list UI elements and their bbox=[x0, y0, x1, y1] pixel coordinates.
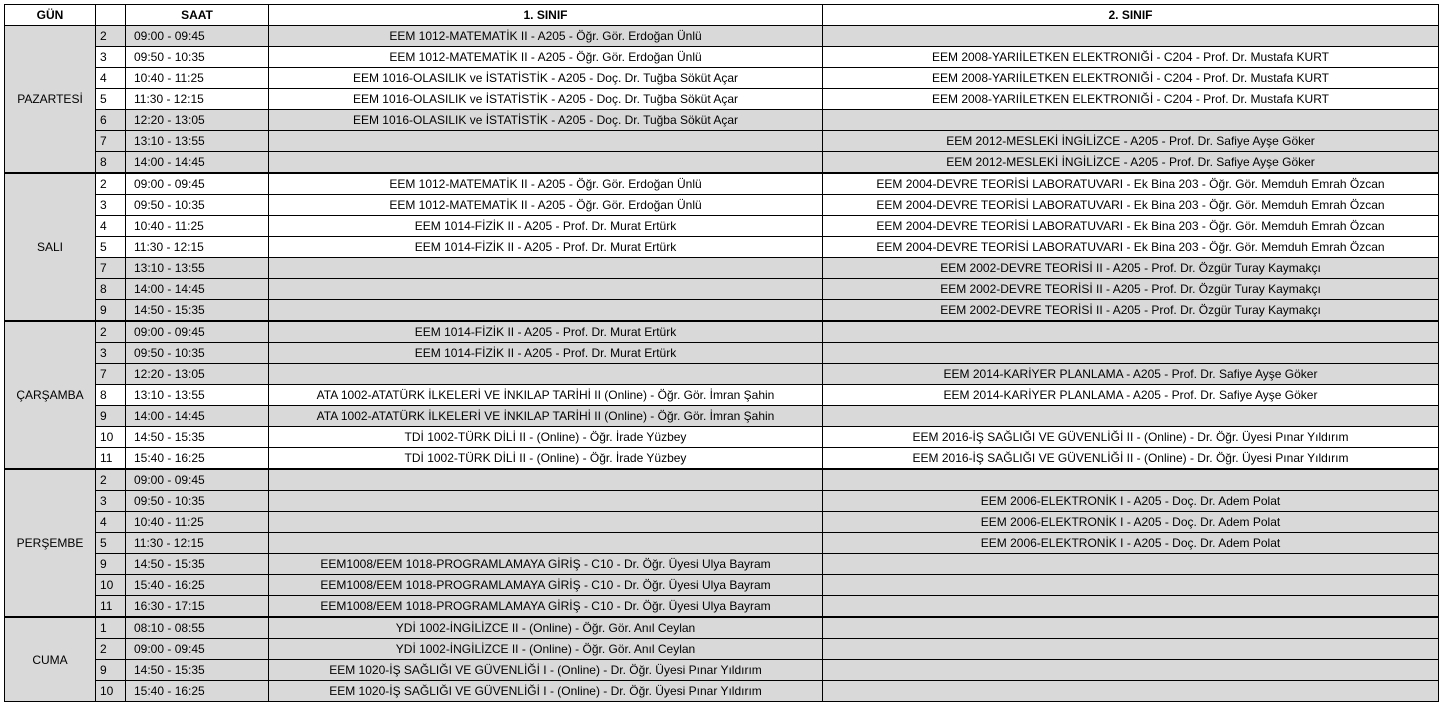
day-label: PAZARTESİ bbox=[5, 26, 96, 174]
class1-course: EEM 1020-İŞ SAĞLIĞI VE GÜVENLİĞİ I - (Online) - Dr. Öğr. Üyesi Pınar Yıldırım bbox=[269, 681, 823, 702]
schedule-row bbox=[5, 279, 1439, 300]
period-number: 2 bbox=[96, 26, 126, 47]
class2-course bbox=[823, 596, 1439, 618]
time-slot: 13:10 - 13:55 bbox=[126, 385, 269, 406]
time-slot: 09:00 - 09:45 bbox=[126, 639, 269, 660]
schedule-table bbox=[4, 4, 1439, 702]
period-number: 4 bbox=[96, 216, 126, 237]
class1-course: EEM 1014-FİZİK II - A205 - Prof. Dr. Murat Ertürk bbox=[269, 237, 823, 258]
class1-course: EEM 1020-İŞ SAĞLIĞI VE GÜVENLİĞİ I - (Online) - Dr. Öğr. Üyesi Pınar Yıldırım bbox=[269, 660, 823, 681]
header-time: SAAT bbox=[126, 5, 269, 26]
class1-course: EEM 1014-FİZİK II - A205 - Prof. Dr. Murat Ertürk bbox=[269, 321, 823, 343]
class2-course: EEM 2004-DEVRE TEORİSİ LABORATUVARI - Ek Bina 203 - Öğr. Gör. Memduh Emrah Özcan bbox=[823, 237, 1439, 258]
schedule-row bbox=[5, 343, 1439, 364]
class2-course: EEM 2008-YARIİLETKEN ELEKTRONIĞİ - C204 - Prof. Dr. Mustafa KURT bbox=[823, 89, 1439, 110]
schedule-row bbox=[5, 533, 1439, 554]
class2-course: EEM 2004-DEVRE TEORİSİ LABORATUVARI - Ek Bina 203 - Öğr. Gör. Memduh Emrah Özcan bbox=[823, 195, 1439, 216]
class2-course: EEM 2002-DEVRE TEORİSİ II - A205 - Prof. Dr. Özgür Turay Kaymakçı bbox=[823, 258, 1439, 279]
schedule-row bbox=[5, 47, 1439, 68]
class2-course bbox=[823, 617, 1439, 639]
period-number: 5 bbox=[96, 237, 126, 258]
class2-course bbox=[823, 406, 1439, 427]
period-number: 8 bbox=[96, 152, 126, 174]
header-class1: 1. SINIF bbox=[269, 5, 823, 26]
schedule-row bbox=[5, 512, 1439, 533]
header-class2: 2. SINIF bbox=[823, 5, 1439, 26]
period-number: 3 bbox=[96, 491, 126, 512]
time-slot: 14:50 - 15:35 bbox=[126, 427, 269, 448]
class1-course bbox=[269, 258, 823, 279]
time-slot: 16:30 - 17:15 bbox=[126, 596, 269, 618]
period-number: 9 bbox=[96, 300, 126, 322]
schedule-row bbox=[5, 681, 1439, 702]
time-slot: 09:50 - 10:35 bbox=[126, 343, 269, 364]
day-label: ÇARŞAMBA bbox=[5, 321, 96, 469]
time-slot: 14:50 - 15:35 bbox=[126, 554, 269, 575]
time-slot: 13:10 - 13:55 bbox=[126, 131, 269, 152]
class1-course: EEM1008/EEM 1018-PROGRAMLAMAYA GİRİŞ - C10 - Dr. Öğr. Üyesi Ulya Bayram bbox=[269, 575, 823, 596]
class2-course: EEM 2014-KARİYER PLANLAMA - A205 - Prof. Dr. Safiye Ayşe Göker bbox=[823, 385, 1439, 406]
class1-course: EEM 1016-OLASILIK ve İSTATİSTİK - A205 - Doç. Dr. Tuğba Söküt Açar bbox=[269, 89, 823, 110]
period-number: 2 bbox=[96, 469, 126, 491]
time-slot: 11:30 - 12:15 bbox=[126, 89, 269, 110]
class1-course: EEM1008/EEM 1018-PROGRAMLAMAYA GİRİŞ - C10 - Dr. Öğr. Üyesi Ulya Bayram bbox=[269, 596, 823, 618]
schedule-row bbox=[5, 639, 1439, 660]
period-number: 2 bbox=[96, 639, 126, 660]
schedule-body bbox=[5, 26, 1439, 702]
class1-course: EEM 1012-MATEMATİK II - A205 - Öğr. Gör. Erdoğan Ünlü bbox=[269, 173, 823, 195]
class2-course: EEM 2002-DEVRE TEORİSİ II - A205 - Prof. Dr. Özgür Turay Kaymakçı bbox=[823, 300, 1439, 322]
class2-course: EEM 2006-ELEKTRONİK I - A205 - Doç. Dr. Adem Polat bbox=[823, 491, 1439, 512]
period-number: 6 bbox=[96, 110, 126, 131]
schedule-row bbox=[5, 427, 1439, 448]
class1-course: TDİ 1002-TÜRK DİLİ II - (Online) - Öğr. İrade Yüzbey bbox=[269, 427, 823, 448]
class2-course: EEM 2012-MESLEKİ İNGİLİZCE - A205 - Prof. Dr. Safiye Ayşe Göker bbox=[823, 152, 1439, 174]
time-slot: 10:40 - 11:25 bbox=[126, 512, 269, 533]
class1-course bbox=[269, 364, 823, 385]
schedule-row bbox=[5, 596, 1439, 618]
time-slot: 11:30 - 12:15 bbox=[126, 533, 269, 554]
class2-course bbox=[823, 469, 1439, 491]
schedule-row bbox=[5, 131, 1439, 152]
time-slot: 09:00 - 09:45 bbox=[126, 469, 269, 491]
schedule-row bbox=[5, 89, 1439, 110]
header-num bbox=[96, 5, 126, 26]
header-day: GÜN bbox=[5, 5, 96, 26]
schedule-header bbox=[5, 5, 1439, 26]
schedule-row bbox=[5, 491, 1439, 512]
day-label: SALI bbox=[5, 173, 96, 321]
class2-course: EEM 2002-DEVRE TEORİSİ II - A205 - Prof. Dr. Özgür Turay Kaymakçı bbox=[823, 279, 1439, 300]
class2-course: EEM 2006-ELEKTRONİK I - A205 - Doç. Dr. Adem Polat bbox=[823, 533, 1439, 554]
class1-course bbox=[269, 512, 823, 533]
class2-course: EEM 2006-ELEKTRONİK I - A205 - Doç. Dr. Adem Polat bbox=[823, 512, 1439, 533]
class1-course: TDİ 1002-TÜRK DİLİ II - (Online) - Öğr. İrade Yüzbey bbox=[269, 448, 823, 470]
period-number: 7 bbox=[96, 364, 126, 385]
time-slot: 13:10 - 13:55 bbox=[126, 258, 269, 279]
class2-course bbox=[823, 321, 1439, 343]
period-number: 10 bbox=[96, 427, 126, 448]
time-slot: 15:40 - 16:25 bbox=[126, 681, 269, 702]
time-slot: 10:40 - 11:25 bbox=[126, 216, 269, 237]
period-number: 8 bbox=[96, 279, 126, 300]
time-slot: 09:50 - 10:35 bbox=[126, 47, 269, 68]
class1-course bbox=[269, 300, 823, 322]
class1-course: EEM1008/EEM 1018-PROGRAMLAMAYA GİRİŞ - C10 - Dr. Öğr. Üyesi Ulya Bayram bbox=[269, 554, 823, 575]
period-number: 1 bbox=[96, 617, 126, 639]
class1-course: EEM 1016-OLASILIK ve İSTATİSTİK - A205 - Doç. Dr. Tuğba Söküt Açar bbox=[269, 110, 823, 131]
header-row bbox=[5, 5, 1439, 26]
period-number: 7 bbox=[96, 258, 126, 279]
period-number: 3 bbox=[96, 47, 126, 68]
class2-course: EEM 2014-KARİYER PLANLAMA - A205 - Prof. Dr. Safiye Ayşe Göker bbox=[823, 364, 1439, 385]
class2-course bbox=[823, 681, 1439, 702]
class2-course bbox=[823, 110, 1439, 131]
time-slot: 14:00 - 14:45 bbox=[126, 279, 269, 300]
schedule-row bbox=[5, 448, 1439, 470]
class2-course: EEM 2016-İŞ SAĞLIĞI VE GÜVENLİĞİ II - (Online) - Dr. Öğr. Üyesi Pınar Yıldırım bbox=[823, 448, 1439, 470]
period-number: 11 bbox=[96, 596, 126, 618]
schedule-row bbox=[5, 195, 1439, 216]
period-number: 2 bbox=[96, 173, 126, 195]
class2-course: EEM 2004-DEVRE TEORİSİ LABORATUVARI - Ek Bina 203 - Öğr. Gör. Memduh Emrah Özcan bbox=[823, 173, 1439, 195]
schedule-row bbox=[5, 216, 1439, 237]
schedule-row bbox=[5, 300, 1439, 322]
period-number: 3 bbox=[96, 195, 126, 216]
time-slot: 14:00 - 14:45 bbox=[126, 406, 269, 427]
time-slot: 14:50 - 15:35 bbox=[126, 660, 269, 681]
time-slot: 09:00 - 09:45 bbox=[126, 173, 269, 195]
schedule-row bbox=[5, 364, 1439, 385]
class1-course: EEM 1016-OLASILIK ve İSTATİSTİK - A205 - Doç. Dr. Tuğba Söküt Açar bbox=[269, 68, 823, 89]
class1-course bbox=[269, 491, 823, 512]
schedule-row bbox=[5, 237, 1439, 258]
class1-course bbox=[269, 533, 823, 554]
class2-course: EEM 2008-YARIİLETKEN ELEKTRONIĞİ - C204 - Prof. Dr. Mustafa KURT bbox=[823, 68, 1439, 89]
schedule-row bbox=[5, 617, 1439, 639]
period-number: 3 bbox=[96, 343, 126, 364]
class1-course: YDİ 1002-İNGİLİZCE II - (Online) - Öğr. Gör. Anıl Ceylan bbox=[269, 639, 823, 660]
class1-course bbox=[269, 469, 823, 491]
class1-course bbox=[269, 152, 823, 174]
time-slot: 09:50 - 10:35 bbox=[126, 491, 269, 512]
class1-course: EEM 1014-FİZİK II - A205 - Prof. Dr. Murat Ertürk bbox=[269, 343, 823, 364]
class2-course: EEM 2008-YARIİLETKEN ELEKTRONIĞİ - C204 - Prof. Dr. Mustafa KURT bbox=[823, 47, 1439, 68]
time-slot: 15:40 - 16:25 bbox=[126, 575, 269, 596]
class1-course: EEM 1012-MATEMATİK II - A205 - Öğr. Gör. Erdoğan Ünlü bbox=[269, 195, 823, 216]
period-number: 9 bbox=[96, 406, 126, 427]
period-number: 8 bbox=[96, 385, 126, 406]
time-slot: 12:20 - 13:05 bbox=[126, 364, 269, 385]
class2-course bbox=[823, 575, 1439, 596]
schedule-row bbox=[5, 173, 1439, 195]
schedule-row bbox=[5, 575, 1439, 596]
schedule-row bbox=[5, 258, 1439, 279]
period-number: 4 bbox=[96, 512, 126, 533]
time-slot: 10:40 - 11:25 bbox=[126, 68, 269, 89]
period-number: 2 bbox=[96, 321, 126, 343]
time-slot: 09:00 - 09:45 bbox=[126, 26, 269, 47]
class1-course bbox=[269, 131, 823, 152]
period-number: 5 bbox=[96, 89, 126, 110]
class1-course bbox=[269, 279, 823, 300]
schedule-row bbox=[5, 469, 1439, 491]
schedule-row bbox=[5, 152, 1439, 174]
day-label: PERŞEMBE bbox=[5, 469, 96, 617]
class2-course bbox=[823, 660, 1439, 681]
class1-course: ATA 1002-ATATÜRK İLKELERİ VE İNKILAP TARİHİ II (Online) - Öğr. Gör. İmran Şahin bbox=[269, 406, 823, 427]
time-slot: 12:20 - 13:05 bbox=[126, 110, 269, 131]
period-number: 10 bbox=[96, 575, 126, 596]
class2-course bbox=[823, 343, 1439, 364]
period-number: 7 bbox=[96, 131, 126, 152]
period-number: 10 bbox=[96, 681, 126, 702]
schedule-row bbox=[5, 660, 1439, 681]
time-slot: 15:40 - 16:25 bbox=[126, 448, 269, 470]
time-slot: 11:30 - 12:15 bbox=[126, 237, 269, 258]
schedule-row bbox=[5, 554, 1439, 575]
period-number: 11 bbox=[96, 448, 126, 470]
period-number: 9 bbox=[96, 660, 126, 681]
class1-course: YDİ 1002-İNGİLİZCE II - (Online) - Öğr. Gör. Anıl Ceylan bbox=[269, 617, 823, 639]
time-slot: 08:10 - 08:55 bbox=[126, 617, 269, 639]
class2-course: EEM 2016-İŞ SAĞLIĞI VE GÜVENLİĞİ II - (Online) - Dr. Öğr. Üyesi Pınar Yıldırım bbox=[823, 427, 1439, 448]
schedule-row bbox=[5, 406, 1439, 427]
class1-course: EEM 1012-MATEMATİK II - A205 - Öğr. Gör. Erdoğan Ünlü bbox=[269, 47, 823, 68]
period-number: 9 bbox=[96, 554, 126, 575]
time-slot: 09:00 - 09:45 bbox=[126, 321, 269, 343]
period-number: 5 bbox=[96, 533, 126, 554]
schedule-container bbox=[4, 4, 1439, 702]
time-slot: 09:50 - 10:35 bbox=[126, 195, 269, 216]
time-slot: 14:50 - 15:35 bbox=[126, 300, 269, 322]
class1-course: ATA 1002-ATATÜRK İLKELERİ VE İNKILAP TARİHİ II (Online) - Öğr. Gör. İmran Şahin bbox=[269, 385, 823, 406]
class2-course bbox=[823, 26, 1439, 47]
class2-course: EEM 2012-MESLEKİ İNGİLİZCE - A205 - Prof. Dr. Safiye Ayşe Göker bbox=[823, 131, 1439, 152]
schedule-row bbox=[5, 110, 1439, 131]
day-label: CUMA bbox=[5, 617, 96, 702]
class2-course bbox=[823, 554, 1439, 575]
class2-course: EEM 2004-DEVRE TEORİSİ LABORATUVARI - Ek Bina 203 - Öğr. Gör. Memduh Emrah Özcan bbox=[823, 216, 1439, 237]
class1-course: EEM 1014-FİZİK II - A205 - Prof. Dr. Murat Ertürk bbox=[269, 216, 823, 237]
schedule-row bbox=[5, 68, 1439, 89]
schedule-row bbox=[5, 385, 1439, 406]
schedule-row bbox=[5, 321, 1439, 343]
class2-course bbox=[823, 639, 1439, 660]
class1-course: EEM 1012-MATEMATİK II - A205 - Öğr. Gör. Erdoğan Ünlü bbox=[269, 26, 823, 47]
time-slot: 14:00 - 14:45 bbox=[126, 152, 269, 174]
period-number: 4 bbox=[96, 68, 126, 89]
schedule-row bbox=[5, 26, 1439, 47]
